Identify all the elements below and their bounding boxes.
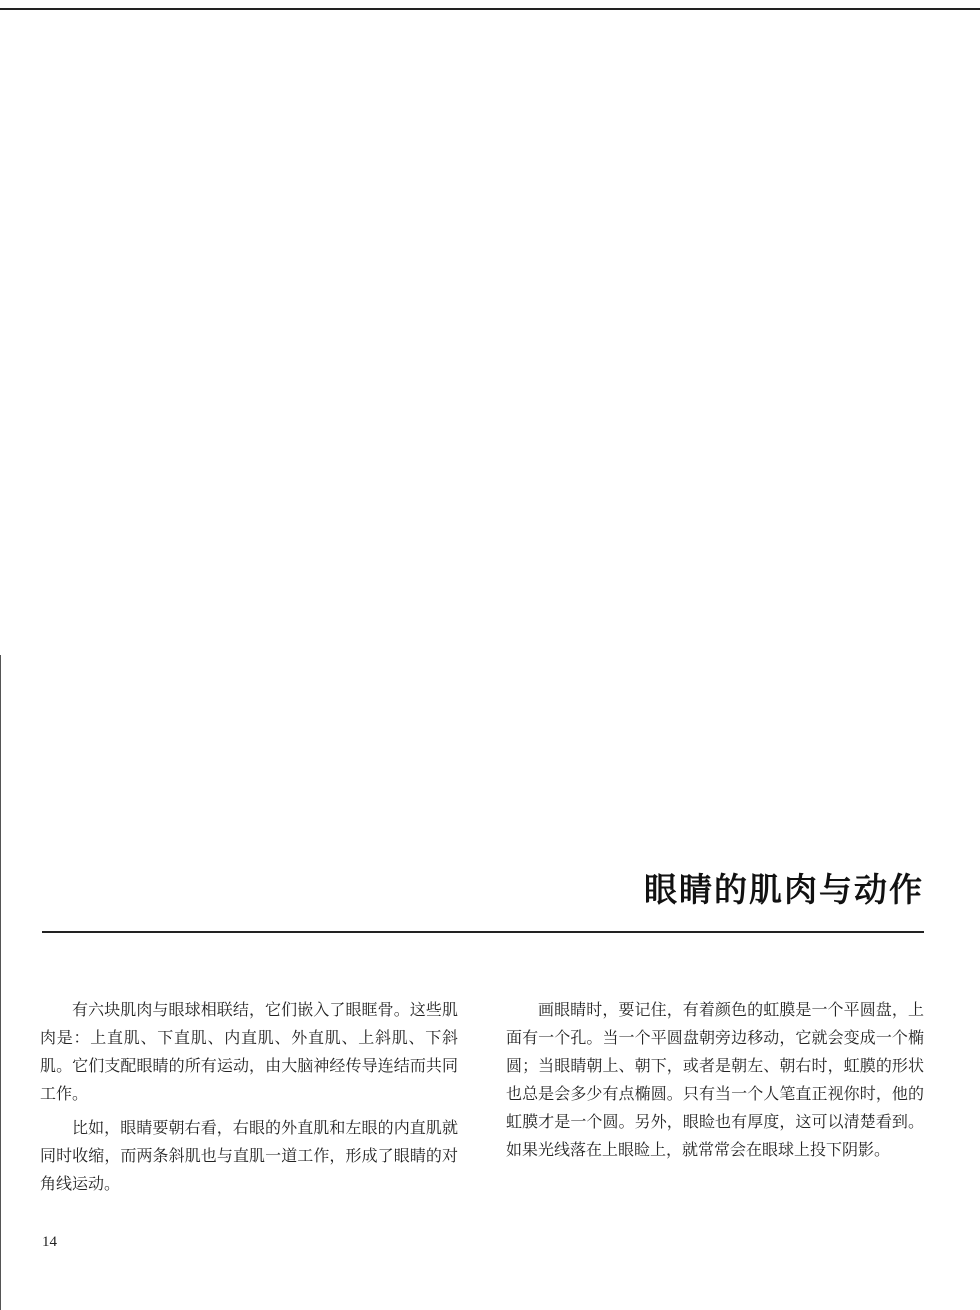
- section-title: 眼睛的肌肉与动作: [644, 870, 924, 909]
- left-paragraph-1: 有六块肌肉与眼球相联结，它们嵌入了眼眶骨。这些肌肉是：上直肌、下直肌、内直肌、外直肌、上斜肌、下斜肌。它们支配眼睛的所有运动，由大脑神经传导连结而共同工作。: [40, 1000, 458, 1103]
- title-rule: [42, 931, 924, 933]
- page-number: 14: [42, 1234, 57, 1250]
- left-paragraph-2: 比如，眼睛要朝右看，右眼的外直肌和左眼的内直肌就同时收缩，而两条斜肌也与直肌一道工作，形成了眼睛的对角线运动。: [40, 1118, 458, 1193]
- left-column: [40, 996, 458, 1204]
- right-paragraph-1: 画眼睛时，要记住，有着颜色的虹膜是一个平圆盘，上面有一个孔。当一个平圆盘朝旁边移动，它就会变成一个椭圆；当眼睛朝上、朝下，或者是朝左、朝右时，虹膜的形状也总是会多少有点椭圆。只有当一个人笔直正视你时，他的虹膜才是一个圆。另外，眼睑也有厚度，这可以清楚看到。如果光线落在上眼睑上，就常常会在眼球上投下阴影。: [506, 1000, 924, 1159]
- right-column: [506, 996, 924, 1170]
- top-rule: [0, 8, 980, 10]
- page-edge-line: [0, 655, 1, 1310]
